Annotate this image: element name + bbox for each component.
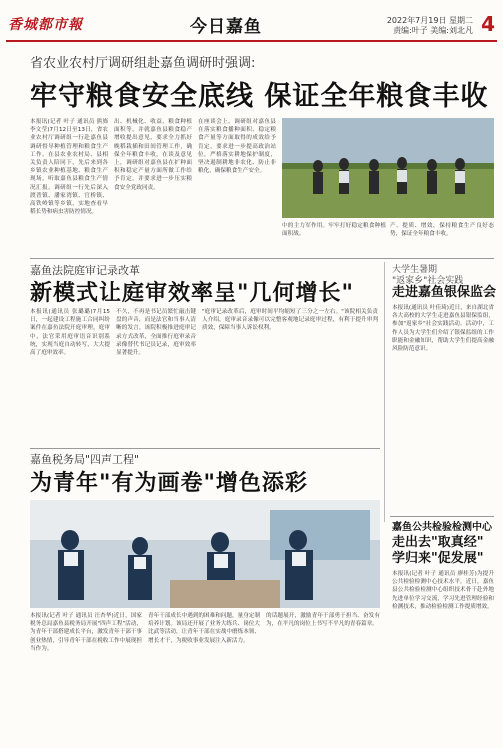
sidebar2-title: 嘉鱼公共检验检测中心 [392, 522, 492, 533]
article2-column-1: 本报讯(通讯员 张璐璐)7月15日，一起建设工程施工合同纠纷案件在嘉鱼法院开庭审理。庭审中，法官采用庭审语音识别系统，实现当庭自动转写，大大提高了庭审效率。 [30, 309, 110, 357]
article1-column-4: 产、提质、增效，保持粮食生产良好态势，保证全年粮食丰收。 [390, 223, 494, 238]
article1-column-3: 在座谈会上，调研组对嘉鱼县在落实粮食播种面积、稳定粮食产量等方面取得的成效给予肯定，要求进一步提高政治站位，严格落实耕地保护制度，坚决遏制耕地非农化、防止非粮化，确保粮食生产安全。 [198, 119, 276, 175]
sidebar-divider [384, 262, 385, 522]
sidebar2-body: 本报讯(记者 叶子 通讯员 廖桂芳)为提升公共检验检测中心技术水平，近日，嘉鱼县公共检验检测中心组织技术骨干赴外地先进单位学习交流，学习先进管理经验和检测技术，推动检验检测工作提质增效。 [392, 571, 494, 610]
article3-column-1: 本报讯(记者 叶子 通讯员 汪杏华)近日，国家税务总局嘉鱼县税务局开展"四声工程"活动，为青年干部搭建成长平台，激发青年干部干事创业热情，引导青年干部在税收工作中展现担当作为。 [30, 613, 142, 652]
article1-photo-caption: 中的主力军作用。牢牢打好稳定粮食种植面积战。 [282, 223, 386, 238]
sidebar2-title-line2: 走出去"取真经" [392, 535, 484, 550]
article1-kicker: 省农业农村厅调研组赴嘉鱼调研时强调: [30, 56, 256, 71]
article3-photo [30, 500, 380, 608]
sidebar1-kicker: 大学生暑期 [392, 265, 438, 275]
date-block [387, 16, 473, 36]
article1-headline: 牢守粮食安全底线 保证全年粮食丰收 [30, 81, 489, 112]
article3-column-3: 的话题展开，激励青年干部勇于担当、奋发有为，在平凡的岗位上书写不平凡的青春篇章。 [266, 613, 380, 628]
section-divider [390, 516, 494, 517]
article2-column-2: 不久，不再是书记员繁忙敲击键盘的声音，而是法官和当事人清晰的发言。该院积极推进庭审记录方式改革，全面推行庭审录音录像替代书记员记录，庭审效率显著提升。 [116, 309, 196, 357]
masthead-divider [6, 40, 497, 42]
article3-kicker: 嘉鱼税务局"四声工程" [30, 453, 140, 466]
sidebar2-title-line3: 学归来"促发展" [392, 551, 484, 566]
sidebar1-body: 本报讯(通讯员 叶佳琦)近日，来自湖北省各大高校的大学生走进嘉鱼县银保监组，参加"返家乡"社会实践活动。活动中，工作人员为大学生们介绍了银保监组的工作职能和金融知识，帮助大学生们提高金融风险防范意识。 [392, 305, 494, 353]
sidebar1-title: 走进嘉鱼银保监会 [392, 285, 497, 300]
article3-column-2: 青年干部成长中遇到的困难和问题，量身定制培养计划。该局还开展了业务大练兵、岗位大比武等活动，让青年干部在实战中磨炼本领、增长才干，为税收事业发展注入新活力。 [148, 613, 260, 644]
issue-date: 2022年7月19日 星期二 [386, 16, 473, 25]
article2-column-3: "庭审记录改革后，庭审时间平均缩短了三分之一左右。"该院相关负责人介绍，庭审录音录像可以完整客观地记录庭审过程，有利于提升审判质效，保障当事人诉讼权利。 [202, 309, 378, 332]
editor-credit: 责编:叶子 美编:刘北凡 [393, 26, 473, 35]
article1-column-1: 本报讯(记者 叶子 通讯员 熊旖李文莹)7月12日至13日，省农业农村厅调研组一行赴嘉鱼县调研督导种植管理和粮食生产工作。在县农业农村局、县相关负责人陪同下，先后来到各乡镇农业种植基地、粮食生产现场，听取嘉鱼县粮食生产情况汇报。调研组一行先后深入渡普镇、潘家湾镇、官桥镇、高铁岭镇等乡镇，实地查看早稻长势和病虫害防控情况。 [30, 119, 108, 216]
section-divider [30, 448, 380, 449]
sidebar1-kicker-2: "返家乡"社会实践 [392, 276, 464, 286]
article1-photo [282, 118, 494, 218]
article2-headline: 新模式让庭审效率呈"几何增长" [30, 281, 354, 306]
article2-kicker: 嘉鱼法院庭审记录改革 [30, 264, 140, 277]
page-number: 4 [481, 12, 495, 36]
article3-headline: 为青年"有为画卷"增色添彩 [30, 471, 308, 496]
section-divider [30, 258, 494, 259]
newspaper-brand-logo: 香城都市報 [8, 17, 83, 33]
article1-column-2: 出、机械化、收益、粮食种植面积等，并就嘉鱼县粮食稳产增收提出意见，要求全力抓好晚稻栽插和田间管理工作，确保全年粮食丰收。在谈及意见上，调研组对嘉鱼县在扩种面积和稳定产量方面所做工作给予肯定，并要求进一步压实粮食安全党政同责。 [114, 119, 192, 191]
section-title: 今日嘉鱼 [190, 17, 262, 37]
